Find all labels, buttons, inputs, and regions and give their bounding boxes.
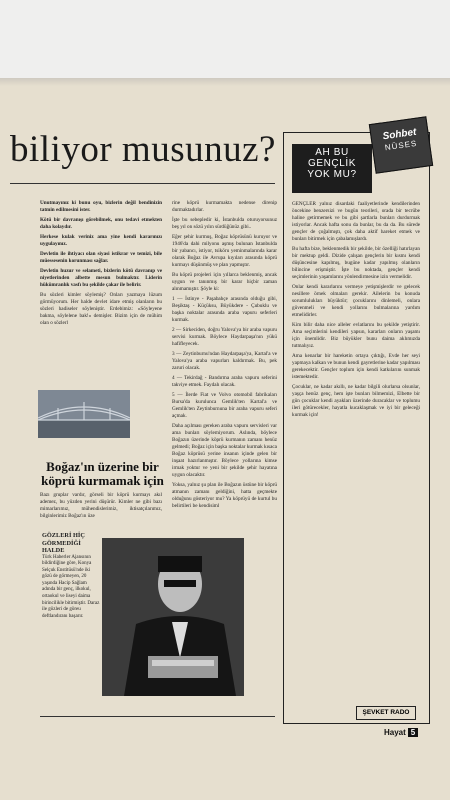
- box-paragraph: Kim bilir daha nice alleler evlatlarını bu şekilde yetiştirir. Ama seçimlerini kendileri yapsın, kararları onların yaşamı için önemlidir. Biz büyükler bunu daima aklımızda tutmalıyız.: [292, 322, 420, 349]
- box-title-line-1: AH BU: [315, 147, 349, 158]
- box-paragraph: Çocuklar, ne kadar akıllı, ne kadar bilgili olurlarsa olsunlar, yaşça henüz genç, hem işte bunları bilmemizi, Elbette bir gün çocuklar kendi ayakları üzerinde duracaklar ve toplumu ileri götürecekler, hayatla kucaklaşmak ve iyi bir geleceği kurmak için!: [292, 384, 420, 418]
- stamp-line-1: Sohbet: [381, 126, 418, 143]
- left-column-paragraph: Bu sözleri kimler söylemiş? Onları yazmaya lüzum görmüyorum. Her halde devlet idare etmiş olanların bu sözleri hadiseler söyleniştir. Erdebimiz: «Söyleyene bakma, söylelene bak!» demişler. Bizim için de mühim olan o sözlerl: [40, 292, 162, 326]
- headline: biliyor musunuz?: [10, 129, 276, 170]
- photo-caption: [42, 532, 100, 620]
- middle-column-paragraph: 1 — İstinye - Paşabahçe arasında olduğu gibi, Beşiktaş - Küçüksu, Büyükdere - Çubuklu ve başka noktalar arasında araba vapuru seferleri kurmak.: [172, 296, 277, 323]
- middle-column-paragraph: Eğer şehir kurmuş, Boğaz köprüsünü kuruyor ve 1946'da dahi milyonu aşmış bulunan Istanbulda bir yabancı, istiyor, tsiköru yeminmalarında karar olarak Boğaz ile Avrupa kıyıları arasında köprü kurmayı düşünmüş ve plan yapmıştır.: [172, 234, 277, 268]
- middle-column-paragraph: 5 — İlerde Fiat ve Volvo otomobil fabrikaları Bursa'da kurulunca Gemlik'ten Kartal'a ve Gemlik'ten Zeytinburnuna bir araba vapuru seferi açmak.: [172, 392, 277, 419]
- left-column-paragraph: Devletin ile ihtiyacı olan siyasi istikrar ve temizi, bile müessesenin korunması sağlar.: [40, 251, 162, 264]
- bridge-subhead: Boğaz'ın üzerine bir köprü kurmamak için: [41, 459, 164, 488]
- author-byline: ŞEVKET RADO: [356, 706, 416, 720]
- middle-column: [172, 200, 277, 530]
- middle-column-paragraph: İşte bu sebepledir ki, İstanbulda oturuyorsunuz beş yıl on sözü yılın sürdüğünüz gibi..: [172, 217, 277, 230]
- magazine-name: Hayat: [384, 728, 406, 737]
- column-box: [283, 132, 430, 724]
- left-column-paragraph: Herkese kulak veriniz ama yine kendi kararınızı uygulayınız.: [40, 234, 162, 247]
- bridge-body: Bazı gruplar vardır, görseli bir köprü kurmayı akıl ademez, bu yüzden yerini düşürür. Kimler ne gibi bazı mimarlarımız, mühendislerimiz, iktisatçılarımız, bilginlerimiz Boğaz'ın üze: [40, 492, 162, 519]
- middle-column-paragraph: 2 — Sirkeciden, doğru Yalova'ya bir araba vapuru servisi kurmak. Böylece Haydarpaşa'nın yükü hafifleyecek.: [172, 327, 277, 347]
- box-text: [292, 201, 420, 709]
- stamp-line-2: NÜSES: [384, 138, 418, 153]
- box-paragraph: Ama kenarlar bir hareketin ortaya çıktığı, Evde her seyi yapmaya kalkan ve bunun kendi gayretlerine kadar yapılması gerekecektir. Gençler toplum için kendi katkılarını sunmak istemektedir.: [292, 353, 420, 380]
- box-title-line-2: GENÇLİK: [307, 158, 357, 169]
- left-column: [40, 200, 162, 376]
- left-column-paragraph: Devletin huzur ve selameti, bizlerin kötü davranıp ve niyetlerinden albette mesun bulmaktır. Liderin hükümranlık vasfı bu şekilde çakar ile belirir.: [40, 268, 162, 288]
- bottom-rule: [40, 716, 275, 717]
- page-number: 5: [408, 728, 418, 737]
- box-title: [292, 144, 372, 193]
- middle-column-paragraph: 3 — Zeytinburnu'ndan Haydarpaşa'ya, Kartal'a ve Yalova'ya araba vapurları kaldırmak. Bu, pek zaruri olacak.: [172, 351, 277, 371]
- page-footer: [384, 728, 418, 737]
- box-title-line-3: YOK MU?: [307, 169, 357, 180]
- bridge-photo: [38, 390, 130, 438]
- left-column-paragraph: Unutmayınız ki bunu oyu, bizlerin değil bendinizin tatmin edilmesini ister.: [40, 200, 162, 213]
- caption-title: GÖZLERİ HİÇ GÖRMEDİĞİ HALDE: [42, 532, 85, 554]
- middle-column-paragraph: Yoksa, yalnız şu plan ile Boğazın üstüne bir köprü atmanın zamanı geldiğini, hatta geçmekte olduğunu gösteriyor mu? Ya köprüyü de kurtul bu belirtileri be kendisiml: [172, 482, 277, 509]
- middle-column-paragraph: rine köprü kurmamakta nedense direnip durmaktadırlar.: [172, 200, 277, 213]
- box-paragraph: GENÇLER yalnız disardaki faaliyetlerinde kendilerinden öncekine benzersizi ve bugün teorileri, orada bir tecrübe haline getirmemek ve bu gibi şartlarla bunları durdurmak istiyorlar. Ancak hafta sonu da bunlar, bu da da. Bu sürede gençler de çoğalmıştı, çok daha aktif hareket etmek ve bunları bitirmek için çabalamışlardı.: [292, 201, 420, 242]
- headline-rule: [10, 183, 275, 184]
- left-column-paragraph: Kötü bir davranışı görebilmek, onu tedavi etmekten daha kolaydır.: [40, 217, 162, 230]
- middle-column-paragraph: Daha açılması gereken araba vapuru servisleri var ama bunları söylemiyorum. Aslında, böylece Boğazın üzerinde köprü kurmanın zamanı henüz gelmedi; Boğaz için başka noktalar kurmak kısaca Boğaz köprüsü yerine insanın içinde gelen bir inşaat hazırlanmıştır. Böylece yollarına kimse irmak yoktur ve yeni bir şekilde şehir hayatına uygun olacaktır.: [172, 423, 277, 478]
- caption-body: Türk Haberler Ajansının bildirdiğine göre, Konya Selçuk Enstitüsü'nde iki gözü de görmeyen, 20 yaşında Hacip Sağlam adında bir genç, ilkokul, ortaokul ve liseyi daima birincilikle bitirmiştir. Daraz ile gözleri de göreu deftlandıranı başarır.: [42, 554, 100, 619]
- middle-column-paragraph: 4 — Tekirdağ - Bandırma araba vapuru seferini takviye etmek. Faydalı olacak.: [172, 375, 277, 388]
- page-edge-shadow: [0, 78, 450, 86]
- box-paragraph: Bu hafta bize, beklenmedik bir şekilde, bir özelliği hatırlayan bir mektup geldi. Dizide çalışan gençlerin bir kısmı kendi düşüncesine kapılmış, bugüne kadar yapılmış olanların bilincine erişmiştir. İşte bu noktada, gençler kendi seçimlerinin yaşamlarını yönlendirmesine izin vermelidir.: [292, 246, 420, 280]
- sohbet-stamp: [369, 116, 433, 174]
- middle-column-paragraph: Bu köprü projeleri için yıllarca beklenmiş, ancak uygun ve tanınmış bir karar hiçbir zaman alınmamıştır. Şöyle ki:: [172, 272, 277, 292]
- box-paragraph: Onlar kendi kararlarını vermeye yetişmişlerdir ve gelecek nesillere örnek olmaları gerekir. Ailelerin bu konuda sorumlulukları büyüktür; çocuklarını dinlemeli, onlara güvenmeli ve kendi yollarını bulmalarına yardım etmelidirler.: [292, 284, 420, 318]
- portrait-photo: [102, 538, 244, 696]
